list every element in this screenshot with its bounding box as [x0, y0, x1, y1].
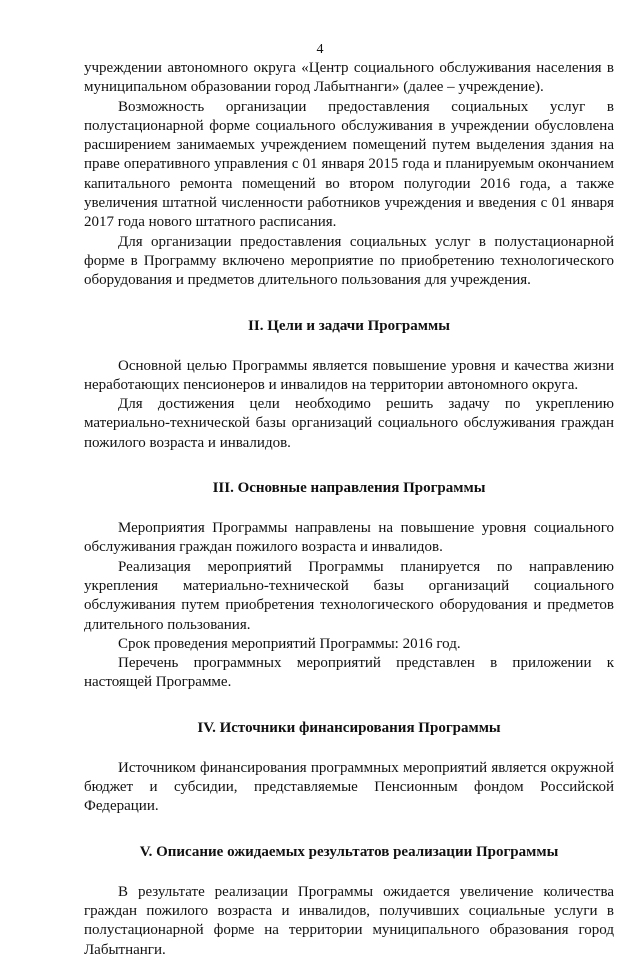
paragraph-directions-4: Перечень программных мероприятий представлен в приложении к настоящей Программе.	[84, 655, 614, 691]
paragraph-results-1: В результате реализации Программы ожидается увеличение количества граждан пожилого возраста и инвалидов, получивших социальные услуги в полустационарной форме на территории муниципального образования город Лабытнанги.	[84, 883, 614, 958]
paragraph-goals-2: Для достижения цели необходимо решить задачу по укреплению материально-технической базы организаций социального обслуживания граждан пожилого возраста и инвалидов.	[84, 396, 614, 451]
paragraph-directions-1: Мероприятия Программы направлены на повышение уровня социального обслуживания граждан пожилого возраста и инвалидов.	[84, 520, 614, 556]
paragraph-financing-1: Источником финансирования программных мероприятий является окружной бюджет и субсидии, представляемые Пенсионным фондом Российской Федерации.	[84, 759, 614, 815]
paragraph-intro-3: Для организации предоставления социальных услуг в полустационарной форме в Программу включено мероприятие по приобретению технологического оборудования и предметов длительного пользования для учреждения.	[84, 233, 614, 289]
paragraph-directions-2: Реализация мероприятий Программы планируется по направлению укрепления материально-технической базы организаций социального обслуживания путем приобретения технологического оборудования и предметов длительного пользования.	[84, 558, 614, 633]
page-number: 4	[316, 42, 324, 57]
paragraph-goals-1: Основной целью Программы является повышение уровня и качества жизни неработающих пенсионеров и инвалидов на территории автономного округа.	[84, 357, 614, 393]
paragraph-directions-3: Срок проведения мероприятий Программы: 2016 год.	[118, 635, 461, 652]
paragraph-intro-2: Возможность организации предоставления социальных услуг в полустационарной форме социального обслуживания в учреждении обусловлена расширением занимаемых учреждением помещений путем выделения здания на праве оперативного управления с 01 января 2015 года и планируемым окончанием капитального ремонта помещений во втором полугодии 2016 года, а также увеличения штатной численности работников учреждения и введения с 01 января 2017 года нового штатного расписания.	[84, 98, 614, 231]
section-heading-results: V. Описание ожидаемых результатов реализации Программы	[139, 843, 559, 860]
section-heading-directions: III. Основные направления Программы	[212, 480, 486, 497]
section-heading-financing: IV. Источники финансирования Программы	[197, 719, 501, 736]
section-heading-goals: II. Цели и задачи Программы	[248, 317, 450, 334]
document-body	[84, 59, 614, 960]
paragraph-intro-1: учреждении автономного округа «Центр социального обслуживания населения в муниципальном образовании город Лабытнанги» (далее – учреждение).	[84, 60, 614, 96]
